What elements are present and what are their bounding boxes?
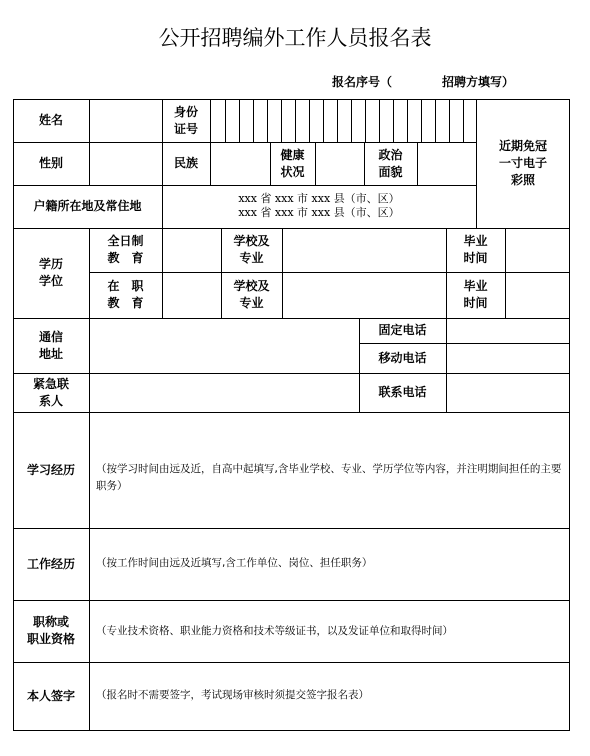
school-major-label-1: 学校及 专业	[233, 234, 270, 265]
serial-number-label: 报名序号（	[332, 75, 393, 89]
mobile-label: 移动电话	[378, 350, 427, 365]
grad-time-label-1: 毕业 时间	[463, 234, 488, 265]
study-history-label: 学习经历	[26, 462, 75, 477]
fulltime-education-label: 全日制 教 育	[107, 234, 144, 265]
study-history-note: （按学习时间由远及近，自高中起填写,含毕业学校、专业、学历学位等内容，并注明期间担任的主要职务）	[96, 463, 562, 492]
grad-time-label-2: 毕业 时间	[463, 279, 488, 310]
school-major-label-2: 学校及 专业	[233, 279, 270, 310]
household-label: 户籍所在地及常住地	[33, 199, 142, 213]
political-label: 政治 面貌	[378, 147, 403, 179]
signature-label: 本人签字	[26, 689, 75, 703]
photo-label: 近期免冠 一寸电子 彩照	[498, 139, 547, 187]
serial-number-note: 招聘方填写）	[442, 75, 515, 89]
address-line-1: xxx 省 xxx 市 xxx 县（市、区）	[238, 192, 400, 205]
emergency-contact-label: 紧急联 系人	[32, 376, 69, 408]
name-label: 姓名	[38, 113, 63, 127]
gender-label: 性别	[38, 156, 63, 170]
serial-number-line	[332, 73, 514, 90]
signature-note: （报名时不需要签字，考试现场审核时须提交签字报名表）	[96, 689, 369, 701]
work-history-label: 工作经历	[26, 556, 75, 571]
title-qualification-note: （专业技术资格、职业能力资格和技术等级证书，以及发证单位和取得时间）	[96, 625, 453, 637]
ethnicity-label: 民族	[173, 156, 198, 170]
form-title: 公开招聘编外工作人员报名表	[158, 26, 432, 50]
id-number-label: 身份 证号	[173, 104, 198, 136]
title-qualification-label: 职称或 职业资格	[26, 615, 75, 646]
education-degree-label: 学历 学位	[38, 257, 63, 288]
address-line-2: xxx 省 xxx 市 xxx 县（市、区）	[238, 206, 400, 219]
health-label: 健康 状况	[280, 147, 305, 179]
mail-address-label: 通信 地址	[38, 329, 63, 361]
work-history-note: （按工作时间由远及近填写,含工作单位、岗位、担任职务）	[96, 557, 373, 569]
landline-label: 固定电话	[378, 323, 427, 337]
parttime-education-label: 在 职 教 育	[107, 279, 144, 310]
contact-phone-label: 联系电话	[378, 385, 427, 399]
name-input-cell[interactable]	[89, 99, 162, 142]
